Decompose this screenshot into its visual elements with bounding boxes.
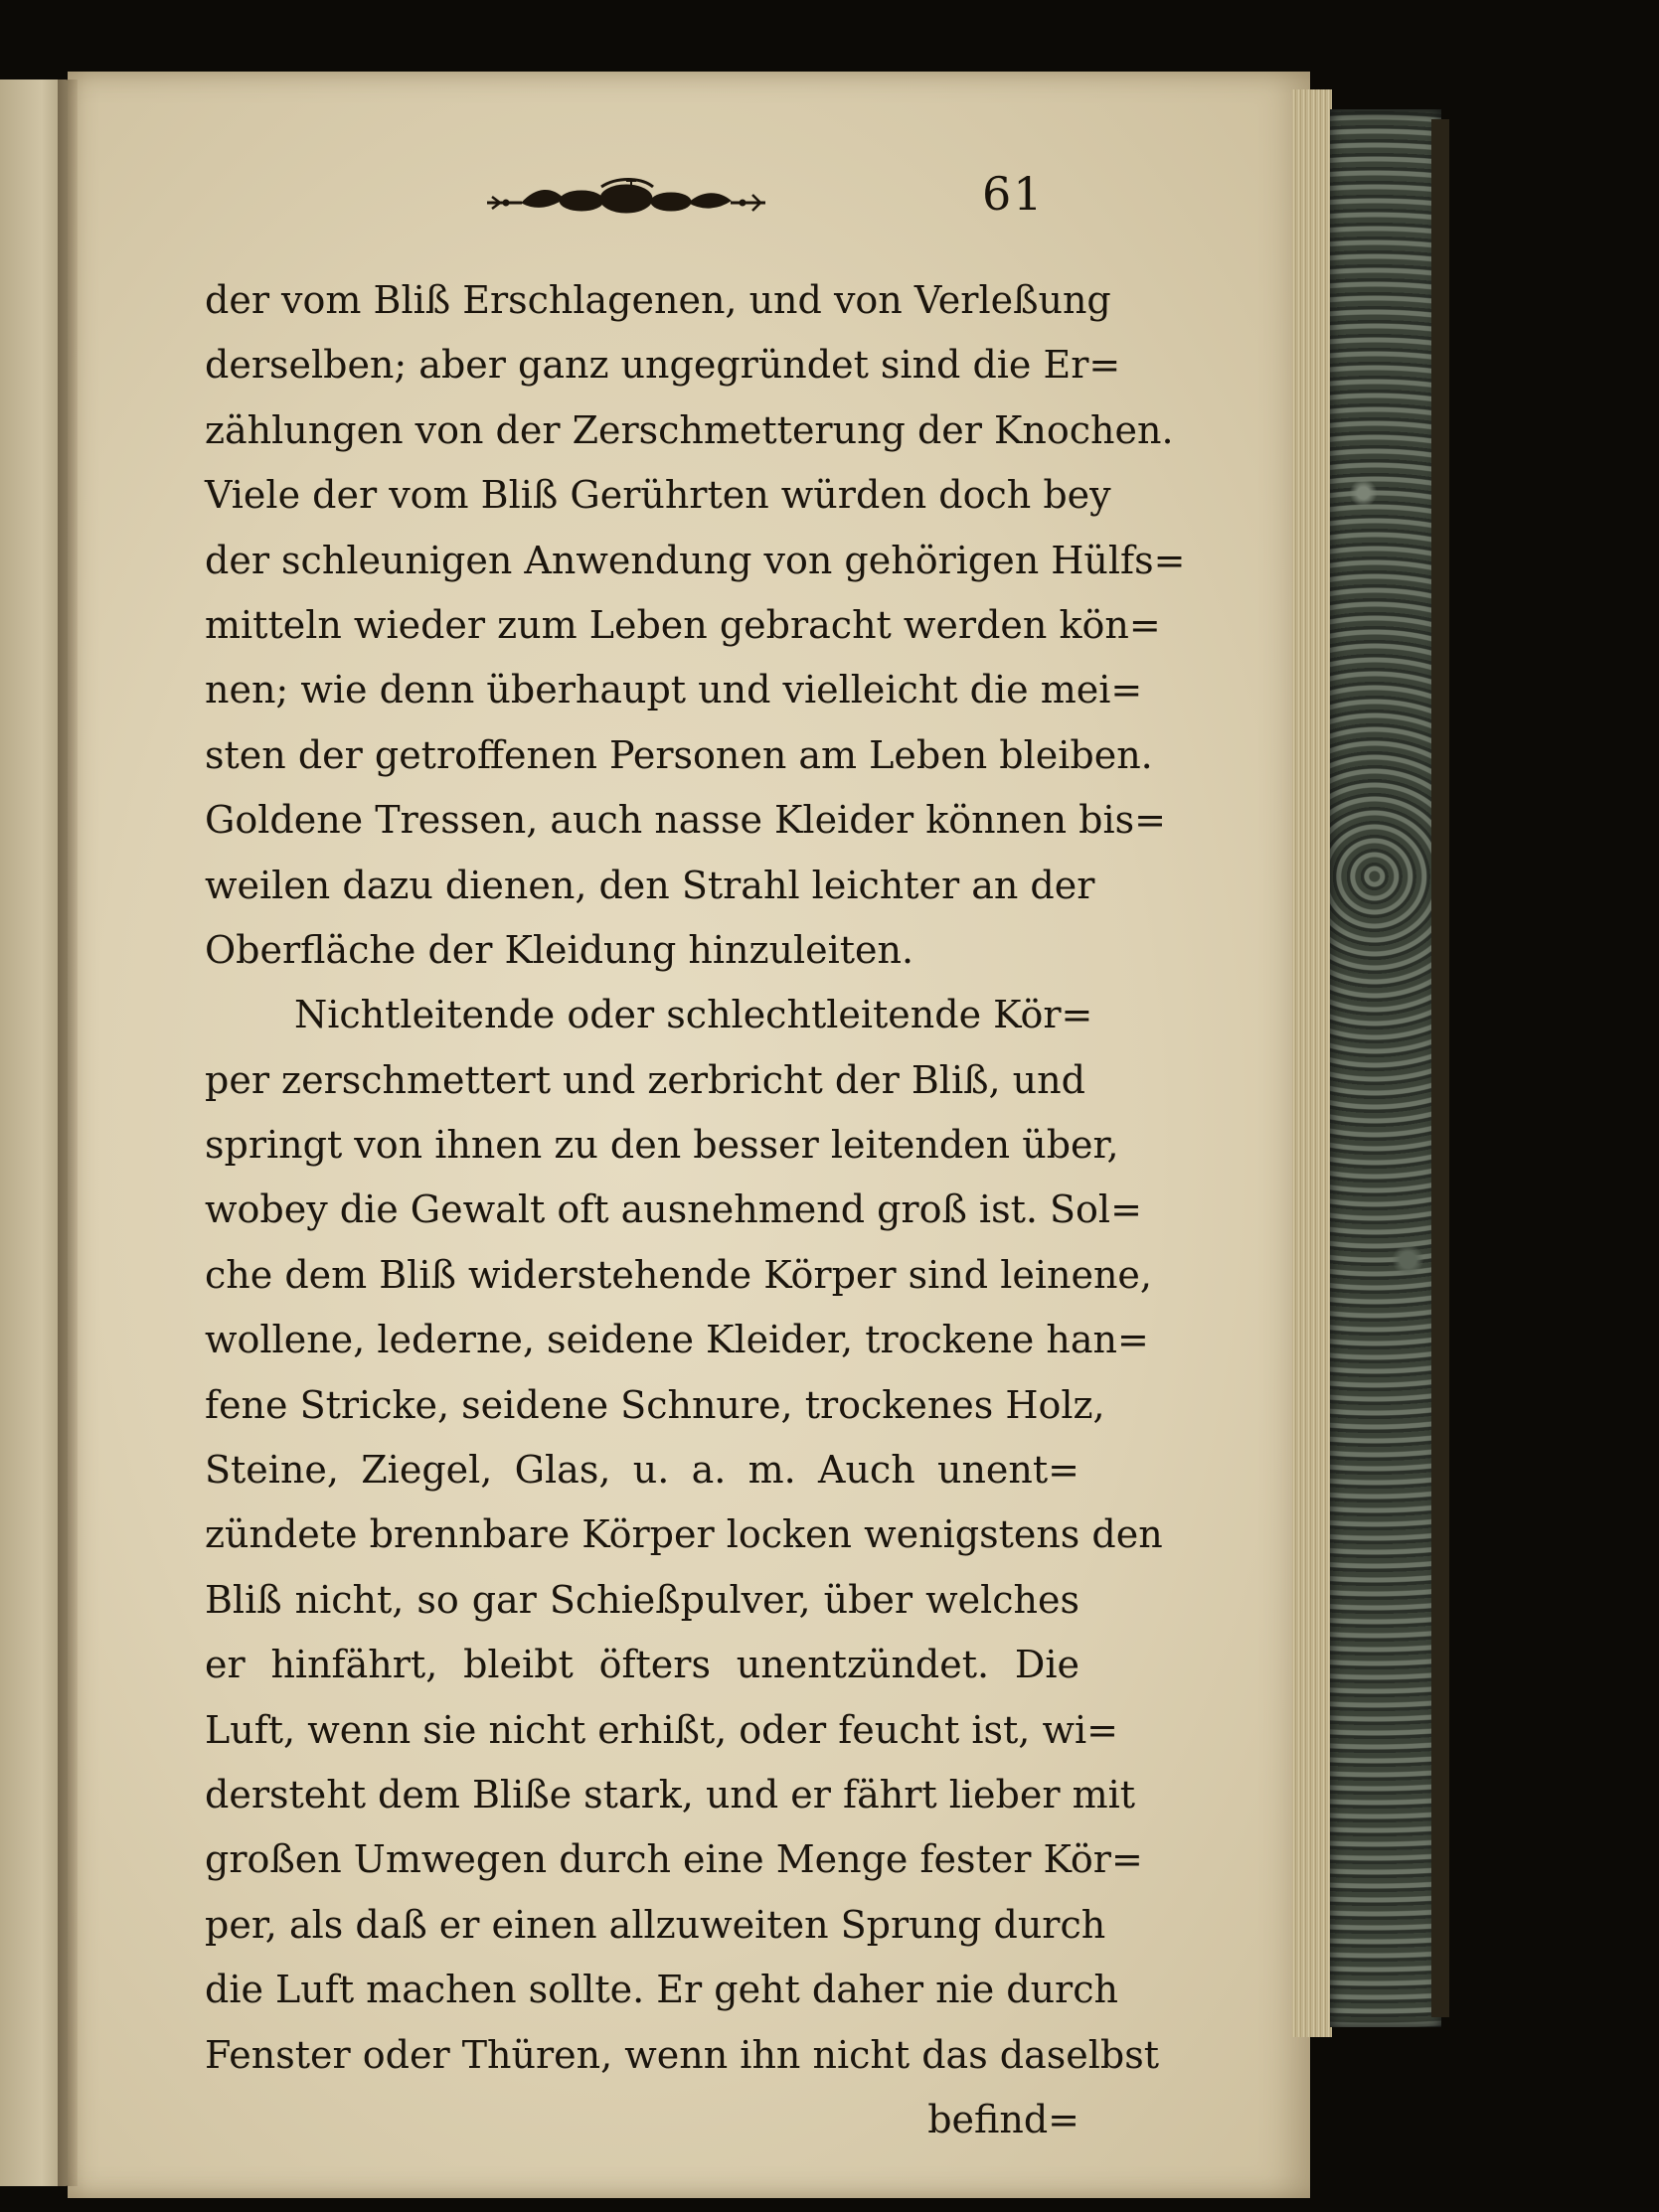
text-line: springt von ihnen zu den besser leitenden über,	[205, 1123, 1119, 1168]
cover-spine	[1431, 119, 1449, 2017]
text-line: nen; wie denn überhaupt und vielleicht die mei=	[205, 668, 1143, 712]
text-line: per zerschmettert und zerbricht der Bliß, und	[205, 1057, 1085, 1102]
text-line: die Luft machen sollte. Er geht daher nie durch	[205, 1968, 1118, 2012]
text-line: derselben; aber ganz ungegründet sind die Er=	[205, 343, 1121, 388]
text-line: che dem Bliß widerstehende Körper sind leinene,	[205, 1252, 1152, 1297]
text-line: Luft, wenn sie nicht erhißt, oder feucht ist, wi=	[205, 1707, 1118, 1752]
floral-rule-ornament-icon	[482, 177, 770, 227]
text-line: wobey die Gewalt oft ausnehmend groß ist. Sol=	[205, 1187, 1142, 1232]
catchword: befind=	[927, 2097, 1079, 2141]
text-line: per, als daß er einen allzuweiten Sprung durch	[205, 1902, 1106, 1947]
text-line: weilen dazu dienen, den Strahl leichter an der	[205, 863, 1095, 907]
text-line: großen Umwegen durch eine Menge fester Kör=	[205, 1837, 1143, 1882]
header-ornament	[482, 177, 770, 227]
text-line: er hinfährt, bleibt öfters unentzündet. Die	[205, 1643, 1079, 1687]
text-line: sten der getroffenen Personen am Leben bleiben.	[205, 732, 1153, 777]
text-line: der vom Bliß Erschlagenen, und von Verleßung	[205, 278, 1111, 322]
text-line: Oberfläche der Kleidung hinzuleiten.	[205, 927, 914, 972]
text-line: Bliß nicht, so gar Schießpulver, über welches	[205, 1577, 1079, 1622]
text-line: Nichtleitende oder schlechtleitende Kör=	[294, 993, 1093, 1037]
text-line: der schleunigen Anwendung von gehörigen Hülfs=	[205, 538, 1186, 582]
text-line: fene Stricke, seidene Schnure, trockenes Holz,	[205, 1382, 1105, 1427]
page-text	[205, 268, 1186, 2152]
text-line: Goldene Tressen, auch nasse Kleider können bis=	[205, 798, 1166, 843]
text-line: dersteht dem Bliße stark, und er fährt lieber mit	[205, 1772, 1136, 1817]
book-gutter	[58, 79, 78, 2186]
text-line: zählungen von der Zerschmetterung der Knochen.	[205, 407, 1174, 452]
text-line: Fenster oder Thüren, wenn ihn nicht das daselbst	[205, 2032, 1160, 2077]
text-line: mitteln wieder zum Leben gebracht werden kön=	[205, 602, 1161, 647]
page-number: 61	[982, 167, 1045, 221]
marbled-cover	[1330, 109, 1441, 2027]
text-line: Steine, Ziegel, Glas, u. a. m. Auch unent=	[205, 1448, 1079, 1493]
page-block-edges	[1292, 89, 1332, 2037]
text-line: wollene, lederne, seidene Kleider, trockene han=	[205, 1318, 1149, 1362]
text-line: zündete brennbare Körper locken wenigstens den	[205, 1512, 1163, 1557]
text-line: Viele der vom Bliß Gerührten würden doch bey	[205, 473, 1111, 518]
